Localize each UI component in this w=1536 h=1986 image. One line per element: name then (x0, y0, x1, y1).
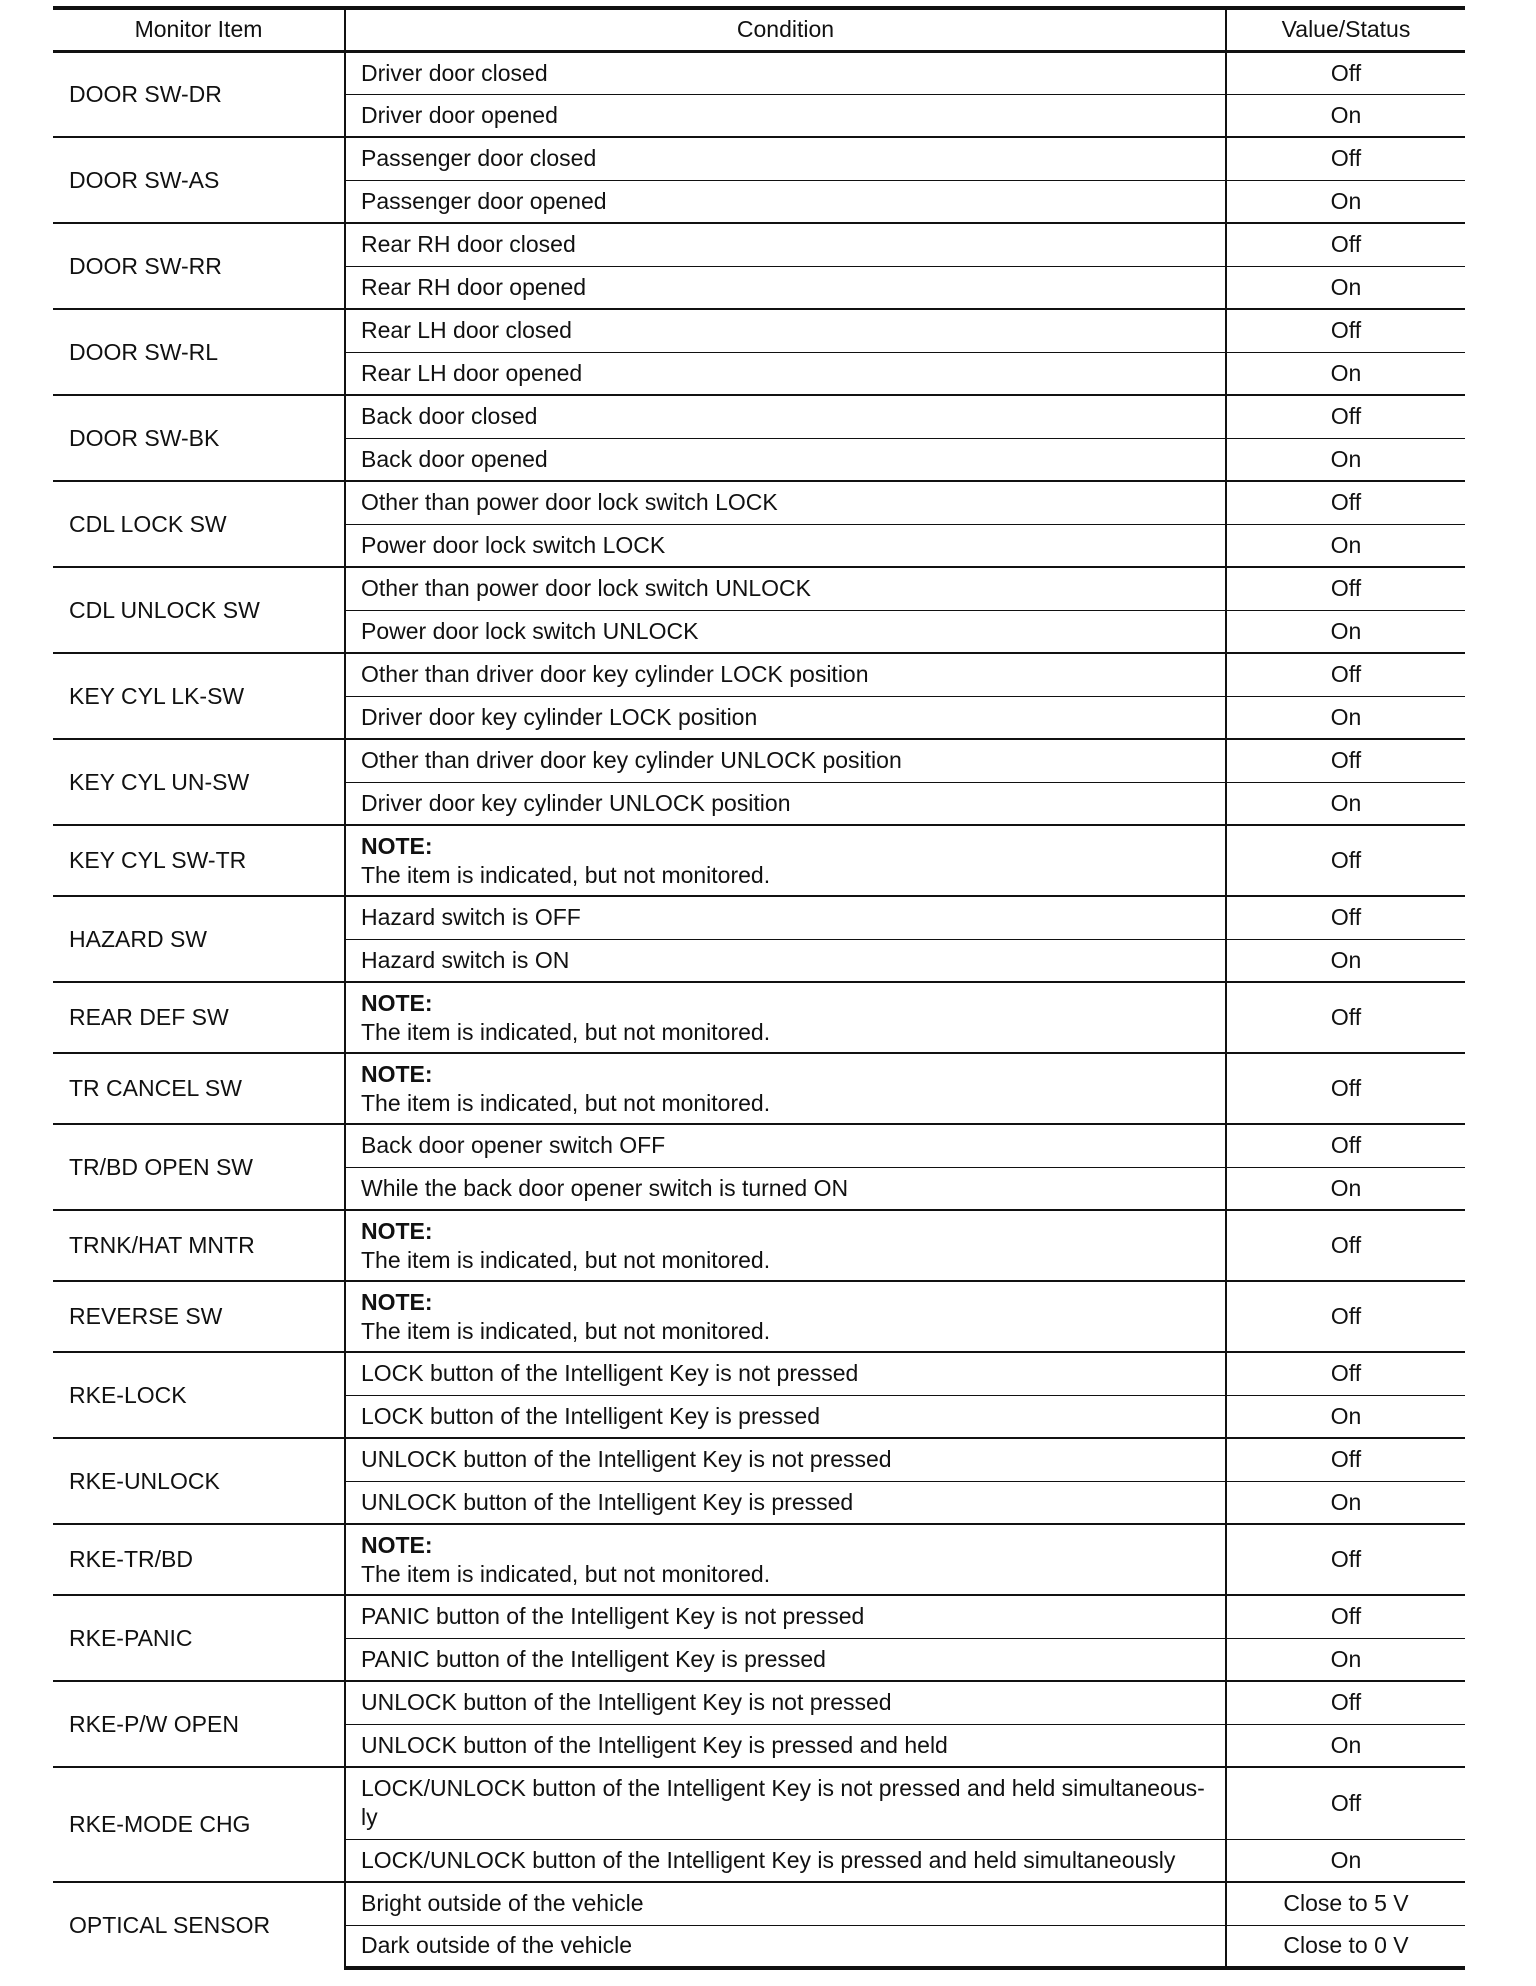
note-text: The item is indicated, but not monitored. (361, 1246, 771, 1273)
document-page (53, 6, 1465, 1970)
note-text: The item is indicated, but not monitored. (361, 1317, 771, 1344)
condition-cell: Rear LH door closed (345, 309, 1226, 352)
monitor-item-cell: KEY CYL SW-TR (53, 825, 345, 896)
note-label: NOTE: (361, 989, 433, 1016)
condition-cell: PANIC button of the Intelligent Key is not pressed (345, 1595, 1226, 1638)
monitor-item-cell: DOOR SW-RR (53, 223, 345, 309)
value-status-cell: On (1226, 1395, 1465, 1438)
value-status-cell: Off (1226, 1053, 1465, 1124)
table-row (53, 223, 1465, 266)
condition-cell: UNLOCK button of the Intelligent Key is not pressed (345, 1681, 1226, 1724)
condition-cell: Passenger door opened (345, 180, 1226, 223)
value-status-cell: On (1226, 94, 1465, 137)
monitor-item-cell: DOOR SW-AS (53, 137, 345, 223)
condition-cell (345, 1053, 1226, 1124)
condition-cell: Other than driver door key cylinder LOCK position (345, 653, 1226, 696)
value-status-cell: Off (1226, 1681, 1465, 1724)
value-status-cell: Close to 0 V (1226, 1925, 1465, 1968)
value-status-cell: On (1226, 610, 1465, 653)
condition-cell: While the back door opener switch is turned ON (345, 1167, 1226, 1210)
monitor-item-cell: RKE-PANIC (53, 1595, 345, 1681)
header-value-status: Value/Status (1226, 8, 1465, 51)
monitor-item-cell: RKE-LOCK (53, 1352, 345, 1438)
value-status-cell: On (1226, 782, 1465, 825)
value-status-cell: On (1226, 1724, 1465, 1767)
value-status-cell: Off (1226, 481, 1465, 524)
condition-cell: Passenger door closed (345, 137, 1226, 180)
condition-cell: Hazard switch is OFF (345, 896, 1226, 939)
condition-cell: Other than power door lock switch LOCK (345, 481, 1226, 524)
monitor-item-cell: RKE-TR/BD (53, 1524, 345, 1595)
table-row (53, 481, 1465, 524)
note-text: The item is indicated, but not monitored. (361, 1089, 771, 1116)
monitor-item-cell: CDL UNLOCK SW (53, 567, 345, 653)
note-text: The item is indicated, but not monitored. (361, 861, 771, 888)
value-status-cell: On (1226, 352, 1465, 395)
value-status-cell: On (1226, 266, 1465, 309)
condition-cell: LOCK/UNLOCK button of the Intelligent Key is not pressed and held simultaneous-ly (345, 1767, 1226, 1839)
table-row (53, 137, 1465, 180)
condition-cell (345, 1210, 1226, 1281)
monitor-item-cell: TR CANCEL SW (53, 1053, 345, 1124)
note-label: NOTE: (361, 1288, 433, 1315)
table-row (53, 896, 1465, 939)
monitor-item-table (53, 6, 1465, 1970)
value-status-cell: Off (1226, 825, 1465, 896)
monitor-item-cell: TR/BD OPEN SW (53, 1124, 345, 1210)
condition-cell: UNLOCK button of the Intelligent Key is pressed and held (345, 1724, 1226, 1767)
table-row (53, 567, 1465, 610)
value-status-cell: Off (1226, 1352, 1465, 1395)
condition-cell: LOCK button of the Intelligent Key is pressed (345, 1395, 1226, 1438)
table-row (53, 1124, 1465, 1167)
value-status-cell: Off (1226, 653, 1465, 696)
table-row (53, 1438, 1465, 1481)
monitor-item-cell: DOOR SW-DR (69, 80, 222, 107)
value-status-cell: Off (1226, 1595, 1465, 1638)
table-row (53, 739, 1465, 782)
condition-cell (345, 1281, 1226, 1352)
note-label: NOTE: (361, 832, 433, 859)
note-text: The item is indicated, but not monitored. (361, 1560, 771, 1587)
condition-cell: Dark outside of the vehicle (345, 1925, 1226, 1968)
table-row (53, 395, 1465, 438)
condition-cell: Back door closed (345, 395, 1226, 438)
header-condition: Condition (345, 8, 1226, 51)
table-row (53, 1053, 1465, 1124)
header-monitor-item: Monitor Item (53, 8, 345, 51)
value-status-cell: Off (1226, 896, 1465, 939)
monitor-item-cell: CDL LOCK SW (53, 481, 345, 567)
monitor-item-cell: DOOR SW-RL (53, 309, 345, 395)
value-status-cell: On (1226, 524, 1465, 567)
condition-cell: UNLOCK button of the Intelligent Key is not pressed (345, 1438, 1226, 1481)
monitor-item-cell: RKE-UNLOCK (53, 1438, 345, 1524)
condition-cell: Rear RH door opened (345, 266, 1226, 309)
value-status-cell: Off (1226, 223, 1465, 266)
condition-cell: Power door lock switch LOCK (345, 524, 1226, 567)
table-header-row (53, 8, 1465, 51)
condition-cell: LOCK button of the Intelligent Key is not pressed (345, 1352, 1226, 1395)
table-row (53, 309, 1465, 352)
note-label: NOTE: (361, 1217, 433, 1244)
monitor-item-cell: RKE-MODE CHG (53, 1767, 345, 1882)
value-status-cell: On (1226, 696, 1465, 739)
value-status-cell: Off (1226, 309, 1465, 352)
condition-cell: Driver door closed (345, 51, 1226, 94)
condition-cell: Driver door key cylinder LOCK position (345, 696, 1226, 739)
condition-cell: Driver door opened (345, 94, 1226, 137)
table-row (53, 51, 1465, 94)
monitor-item-cell: REVERSE SW (53, 1281, 345, 1352)
value-status-cell: Off (1226, 1524, 1465, 1595)
note-label: NOTE: (361, 1531, 433, 1558)
value-status-cell: On (1226, 180, 1465, 223)
condition-cell: Other than driver door key cylinder UNLOCK position (345, 739, 1226, 782)
condition-cell (345, 982, 1226, 1053)
table-row (53, 982, 1465, 1053)
value-status-cell: Off (1226, 1767, 1465, 1839)
value-status-cell: Off (1226, 395, 1465, 438)
monitor-item-cell: OPTICAL SENSOR (53, 1882, 345, 1968)
table-row (53, 1210, 1465, 1281)
condition-cell: Hazard switch is ON (345, 939, 1226, 982)
value-status-cell: Off (1226, 137, 1465, 180)
value-status-cell: On (1226, 1839, 1465, 1882)
monitor-item-cell: TRNK/HAT MNTR (53, 1210, 345, 1281)
monitor-item-cell: KEY CYL UN-SW (53, 739, 345, 825)
condition-cell (345, 825, 1226, 896)
value-status-cell: Off (1226, 1124, 1465, 1167)
note-label: NOTE: (361, 1060, 433, 1087)
monitor-item-cell: KEY CYL LK-SW (53, 653, 345, 739)
table-row (53, 653, 1465, 696)
value-status-cell: Off (1226, 51, 1465, 94)
condition-cell: LOCK/UNLOCK button of the Intelligent Key is pressed and held simultaneously (345, 1839, 1226, 1882)
condition-cell: Power door lock switch UNLOCK (345, 610, 1226, 653)
monitor-item-cell: DOOR SW-BK (53, 395, 345, 481)
condition-cell: UNLOCK button of the Intelligent Key is pressed (345, 1481, 1226, 1524)
monitor-item-cell: REAR DEF SW (53, 982, 345, 1053)
table-row (53, 1281, 1465, 1352)
table-row (53, 1767, 1465, 1839)
table-row (53, 825, 1465, 896)
value-status-cell: On (1226, 1638, 1465, 1681)
table-row (53, 1681, 1465, 1724)
table-row (53, 1352, 1465, 1395)
value-status-cell: Off (1226, 739, 1465, 782)
table-row (53, 1595, 1465, 1638)
condition-cell: Other than power door lock switch UNLOCK (345, 567, 1226, 610)
value-status-cell: Off (1226, 1281, 1465, 1352)
value-status-cell: Off (1226, 982, 1465, 1053)
condition-cell: Back door opener switch OFF (345, 1124, 1226, 1167)
condition-cell (345, 1524, 1226, 1595)
value-status-cell: On (1226, 939, 1465, 982)
table-body (53, 51, 1465, 1968)
condition-cell: Bright outside of the vehicle (345, 1882, 1226, 1925)
value-status-cell: Close to 5 V (1226, 1882, 1465, 1925)
monitor-item-cell: HAZARD SW (53, 896, 345, 982)
condition-cell: Rear LH door opened (345, 352, 1226, 395)
condition-cell: Back door opened (345, 438, 1226, 481)
value-status-cell: Off (1226, 567, 1465, 610)
value-status-cell: On (1226, 1167, 1465, 1210)
value-status-cell: On (1226, 1481, 1465, 1524)
value-status-cell: On (1226, 438, 1465, 481)
note-text: The item is indicated, but not monitored. (361, 1018, 771, 1045)
table-row (53, 1882, 1465, 1925)
condition-cell: Rear RH door closed (345, 223, 1226, 266)
condition-cell: PANIC button of the Intelligent Key is pressed (345, 1638, 1226, 1681)
monitor-item-cell: RKE-P/W OPEN (53, 1681, 345, 1767)
table-row (53, 1524, 1465, 1595)
value-status-cell: Off (1226, 1438, 1465, 1481)
value-status-cell: Off (1226, 1210, 1465, 1281)
condition-cell: Driver door key cylinder UNLOCK position (345, 782, 1226, 825)
